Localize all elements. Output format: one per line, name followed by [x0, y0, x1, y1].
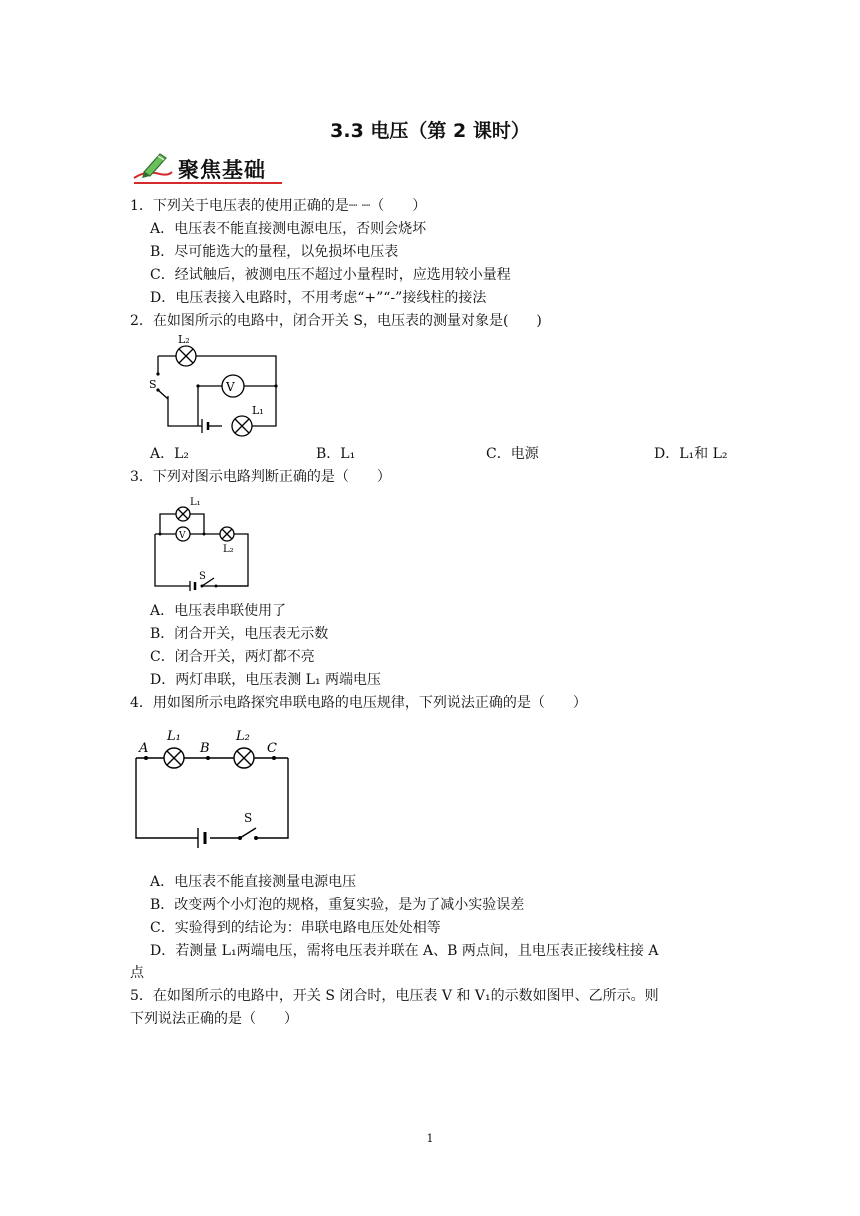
q4-point-c-label: C: [267, 741, 277, 756]
q1-option-b: B．尽可能选大的量程，以免损坏电压表: [150, 244, 399, 260]
q3-stem: 3．下列对图示电路判断正确的是（ ）: [130, 469, 391, 485]
q1-option-a: A．电压表不能直接测电源电压，否则会烧坏: [150, 221, 427, 237]
page-title: 3.3 电压（第 2 课时）: [330, 120, 530, 142]
q2-option-b: B．L₁: [316, 446, 356, 462]
q4-switch-label: S: [244, 811, 253, 825]
q4-stem: 4．用如图所示电路探究串联电路的电压规律，下列说法正确的是（ ）: [130, 695, 587, 711]
q3-meter-label: V: [179, 531, 186, 541]
q4-option-b: B．改变两个小灯泡的规格，重复实验，是为了减小实验误差: [150, 897, 525, 913]
q2-circuit-diagram: [148, 334, 288, 444]
q3-option-d: D．两灯串联，电压表测 L₁ 两端电压: [150, 672, 382, 688]
q4-circuit-diagram: [128, 724, 298, 844]
page-number: 1: [426, 1132, 434, 1145]
q4-lamp1-label: L₁: [167, 729, 181, 744]
q3-option-b: B．闭合开关，电压表无示数: [150, 626, 329, 642]
q4-option-d-continued: 点: [130, 965, 144, 981]
q4-lamp2-label: L₂: [236, 729, 250, 744]
q4-option-d: D．若测量 L₁两端电压，需将电压表并联在 A、B 两点间，且电压表正接线柱接 A: [150, 943, 659, 959]
q2-switch-label: S: [149, 378, 157, 391]
q2-lamp1-label: L₁: [252, 404, 264, 417]
q3-circuit-diagram: [150, 490, 260, 590]
q3-lamp1-label: L₁: [190, 497, 201, 508]
q2-option-a: A．L₂: [150, 446, 190, 462]
section-underline: [134, 182, 282, 184]
pen-icon: [130, 148, 174, 184]
q4-point-a-label: A: [139, 741, 149, 756]
q4-option-a: A．电压表不能直接测量电源电压: [150, 874, 357, 890]
q2-stem: 2．在如图所示的电路中，闭合开关 S，电压表的测量对象是( ): [130, 313, 542, 329]
q2-option-c: C．电源: [486, 446, 539, 462]
q1-option-c: C．经试触后，被测电压不超过小量程时，应选用较小量程: [150, 267, 511, 283]
q3-lamp2-label: L₂: [223, 544, 234, 555]
q4-option-c: C．实验得到的结论为：串联电路电压处处相等: [150, 920, 441, 936]
q3-switch-label: S: [199, 571, 206, 582]
section-label: 聚焦基础: [178, 158, 266, 182]
q2-meter-label: V: [226, 380, 235, 394]
q3-option-a: A．电压表串联使用了: [150, 603, 287, 619]
q2-lamp2-label: L₂: [178, 333, 190, 346]
q5-stem-line1: 5．在如图所示的电路中，开关 S 闭合时，电压表 V 和 V₁的示数如图甲、乙所示。则: [130, 988, 659, 1004]
q5-stem-line2: 下列说法正确的是（ ）: [130, 1011, 298, 1027]
q2-option-d: D．L₁和 L₂: [654, 446, 728, 462]
q1-option-d: D．电压表接入电路时，不用考虑“+”“-”接线柱的接法: [150, 290, 487, 306]
q3-option-c: C．闭合开关，两灯都不亮: [150, 649, 315, 665]
section-header: [130, 148, 282, 190]
q4-point-b-label: B: [200, 741, 210, 756]
q1-stem: 1．下列关于电压表的使用正确的是┈ ┈（ ）: [130, 198, 427, 214]
